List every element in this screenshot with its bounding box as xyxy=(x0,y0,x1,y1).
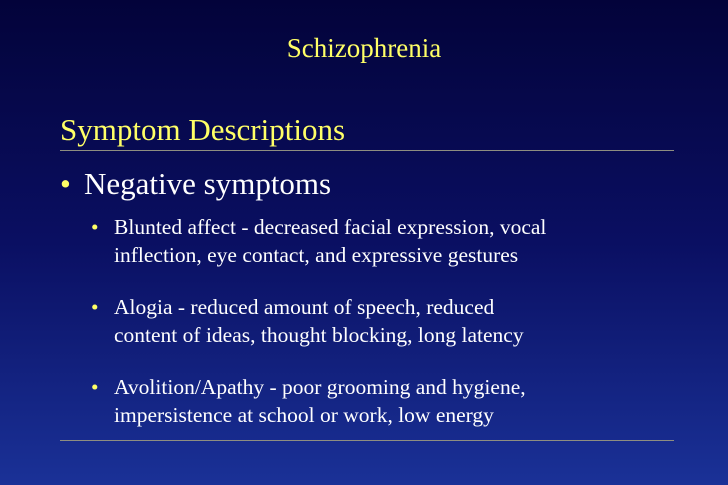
sub-bullet-line: Avolition/Apathy - poor grooming and hygiene, xyxy=(114,375,526,399)
top-divider xyxy=(60,150,674,151)
sub-bullet-item xyxy=(91,213,681,269)
bullet-marker: • xyxy=(91,295,99,319)
slide-title: Schizophrenia xyxy=(286,33,442,63)
main-bullet xyxy=(60,166,331,202)
bullet-marker: • xyxy=(60,166,71,201)
sub-bullet-item xyxy=(91,293,681,349)
sub-bullet-line: Alogia - reduced amount of speech, reduced xyxy=(114,295,495,319)
sub-bullet-line: Blunted affect - decreased facial expression, vocal xyxy=(114,215,547,239)
sub-bullet-line: content of ideas, thought blocking, long latency xyxy=(114,323,524,347)
sub-bullet-item xyxy=(91,373,681,429)
slide-subtitle: Symptom Descriptions xyxy=(60,112,346,147)
sub-bullet-list xyxy=(91,213,681,453)
sub-bullet-line: inflection, eye contact, and expressive gestures xyxy=(114,243,519,267)
bottom-divider xyxy=(60,440,674,441)
bullet-marker: • xyxy=(91,215,99,239)
bullet-marker: • xyxy=(91,375,99,399)
sub-bullet-line: impersistence at school or work, low energy xyxy=(114,403,494,427)
main-bullet-text: Negative symptoms xyxy=(84,166,332,201)
